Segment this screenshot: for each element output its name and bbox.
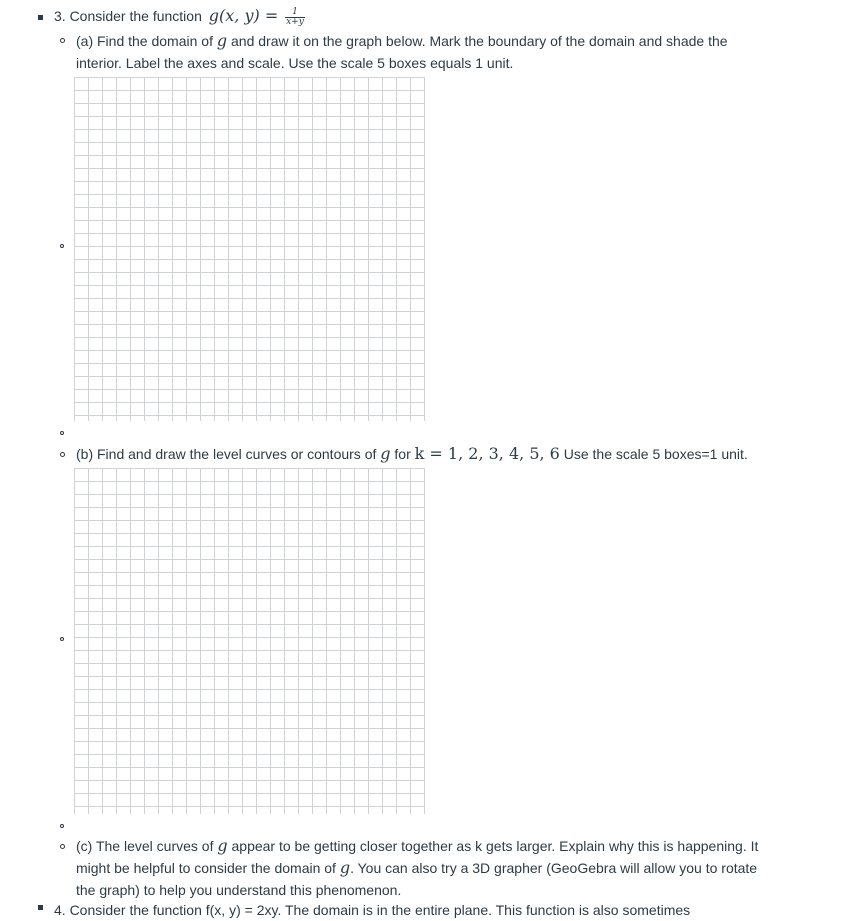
part-c-line-1a: (c) The level curves of — [76, 838, 214, 854]
part-c-line-2b: . You can also try a 3D grapher (GeoGebra will allow you to rotate — [350, 860, 758, 876]
part-a-text — [76, 30, 836, 74]
function-fraction — [285, 8, 305, 27]
next-item-cutoff — [0, 896, 862, 918]
part-c-line-2a: might be helpful to consider the domain of — [76, 860, 336, 876]
part-a-var: g — [216, 31, 228, 50]
empty-bullet — [60, 637, 64, 641]
question-3-heading — [54, 5, 305, 27]
part-c-var-2: g — [339, 858, 351, 877]
graph-paper-a[interactable] — [74, 77, 425, 421]
part-a-text-3: interior. Label the axes and scale. Use the scale 5 boxes equals 1 unit. — [76, 55, 514, 71]
part-b-text-1: (b) Find and draw the level curves or contours of — [76, 446, 377, 462]
part-a-text-2: and draw it on the graph below. Mark the boundary of the domain and shade the — [231, 33, 728, 49]
list-bullet-circle — [60, 452, 65, 457]
empty-bullet — [60, 244, 64, 248]
question-4-text: 4. Consider the function f(x, y) = 2xy. The domain is in the entire plane. This function is also sometimes — [54, 902, 691, 918]
empty-bullet — [60, 824, 64, 828]
part-b-text — [76, 443, 748, 465]
question-3-intro: 3. Consider the function — [54, 8, 202, 24]
list-bullet-circle — [60, 844, 65, 849]
part-b-for: for — [394, 446, 411, 462]
part-b-var: g — [380, 444, 391, 463]
list-bullet-circle — [60, 38, 65, 43]
part-b-k-values: k = 1, 2, 3, 4, 5, 6 — [414, 444, 560, 463]
part-c-line-1b: appear to be getting closer together as k gets larger. Explain why this is happening. It — [231, 838, 759, 854]
list-bullet-square — [38, 15, 43, 20]
empty-bullet — [60, 431, 64, 435]
fraction-numerator: 1 — [285, 8, 305, 18]
part-c-var: g — [217, 836, 228, 855]
part-c-text — [76, 835, 836, 901]
part-a-text-1: (a) Find the domain of — [76, 33, 213, 49]
part-b-text-2: Use the scale 5 boxes=1 unit. — [563, 446, 748, 462]
function-definition: g(x, y) = — [208, 6, 279, 25]
graph-paper-b[interactable] — [74, 468, 425, 814]
fraction-denominator: x+y — [286, 16, 304, 27]
part-c-line-3: the graph) to help you understand this phenomenon. — [76, 882, 402, 898]
list-bullet-square — [38, 905, 43, 910]
